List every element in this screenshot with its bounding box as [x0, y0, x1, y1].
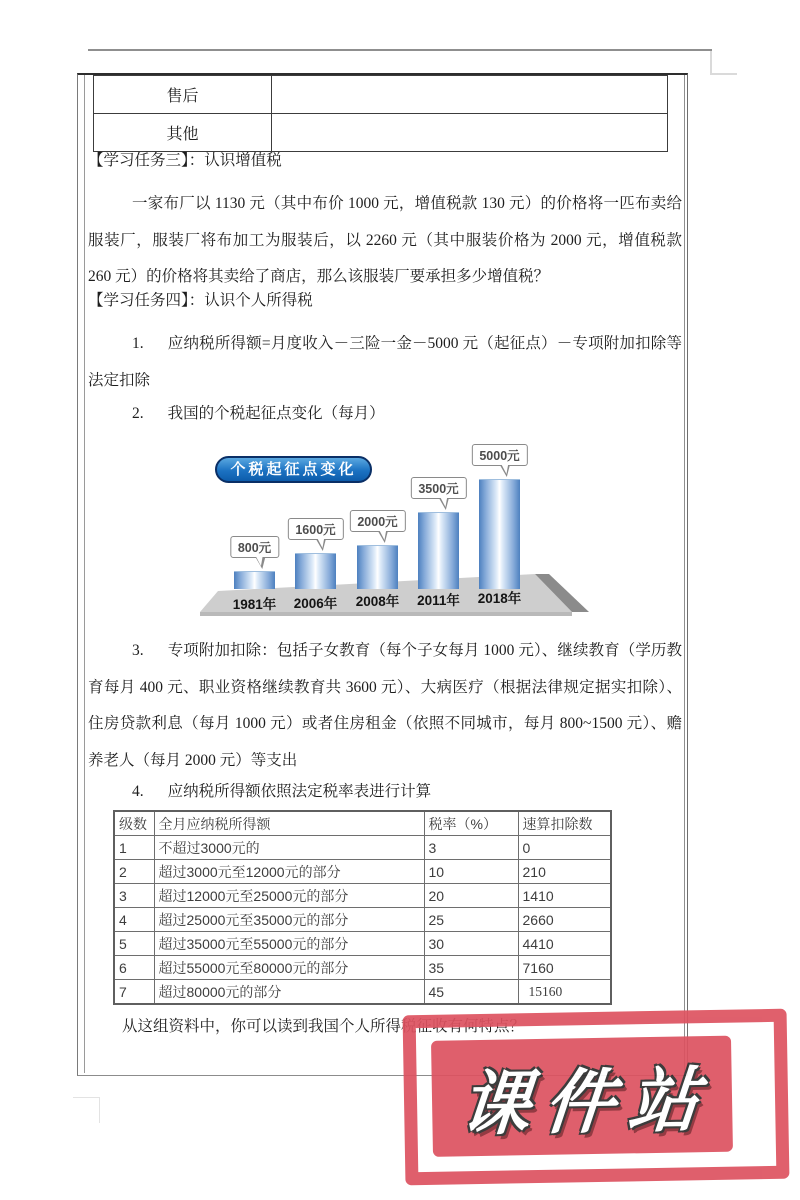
tax-table-cell: 2	[114, 860, 154, 884]
task4-item-1	[88, 326, 682, 399]
stamp-core	[431, 1036, 733, 1157]
tax-table-cell: 35	[424, 956, 518, 980]
item-text: 应纳税所得额=月度收入－三险一金－5000 元（起征点）－专项附加扣除等法定扣除	[88, 335, 682, 389]
tax-table-cell: 不超过3000元的	[154, 836, 424, 860]
page-corner-notch-horizontal	[710, 73, 737, 75]
tax-table-cell: 45	[424, 980, 518, 1005]
next-page-corner-vertical	[99, 1097, 100, 1123]
task4-heading: 【学习任务四】：认识个人所得税	[88, 292, 313, 309]
chart-category-label: 2008年	[355, 594, 400, 609]
tax-table-cell: 7160	[518, 956, 611, 980]
item-text: 应纳税所得额依照法定税率表进行计算	[167, 783, 432, 800]
tax-table-header-cell: 全月应纳税所得额	[154, 811, 424, 836]
tax-threshold-chart	[200, 443, 592, 623]
chart-category-label: 1981年	[232, 597, 277, 612]
table-row	[94, 114, 668, 152]
row-value-other	[272, 114, 668, 152]
page-top-rule	[88, 49, 712, 51]
tax-table-row	[114, 932, 611, 956]
tax-table-cell: 5	[114, 932, 154, 956]
tax-table-cell: 3	[114, 884, 154, 908]
task4-item-2	[88, 396, 682, 433]
chart-value-bubble: 5000元	[471, 444, 527, 466]
tax-rate-table	[113, 810, 612, 1005]
tax-table-cell: 超过55000元至80000元的部分	[154, 956, 424, 980]
watermark-stamp	[403, 1009, 790, 1186]
task3-paragraph: 一家布厂以 1130 元（其中布价 1000 元，增值税款 130 元）的价格将一匹布卖给服装厂，服装厂将布加工为服装后，以 2260 元（其中服装价格为 2000 元，增值税款 260 元）的价格将其卖给了商店，那么该服装厂要承担多少增值税？	[88, 195, 682, 286]
stamp-text: 课件站	[457, 1060, 716, 1143]
tax-table-header-cell: 速算扣除数	[518, 811, 611, 836]
tax-table-row	[114, 860, 611, 884]
row-value-aftersale	[272, 76, 668, 114]
content-border-inner-left	[84, 75, 85, 1073]
tax-table-cell: 2660	[518, 908, 611, 932]
item-number: 1.	[132, 335, 144, 352]
row-label-other: 其他	[94, 114, 272, 152]
chart-bar-2006年	[295, 553, 336, 589]
table-row	[94, 76, 668, 114]
tax-table-cell: 0	[518, 836, 611, 860]
chart-bar-2018年	[479, 479, 520, 589]
task4-item-3	[88, 633, 682, 779]
chart-title-pill: 个税起征点变化	[215, 456, 372, 483]
item-number: 3.	[132, 642, 144, 659]
tax-table-row	[114, 908, 611, 932]
chart-category-label: 2011年	[417, 592, 460, 608]
chart-category-label: 2006年	[293, 595, 338, 611]
tax-table-header-cell: 级数	[114, 811, 154, 836]
chart-category-label: 2018年	[477, 591, 522, 606]
tax-table-cell: 超过12000元至25000元的部分	[154, 884, 424, 908]
tax-table-cell: 超过80000元的部分	[154, 980, 424, 1005]
tax-table-cell: 超过35000元至55000元的部分	[154, 932, 424, 956]
tax-table-cell: 6	[114, 956, 154, 980]
content-border-inner-right	[684, 75, 685, 1073]
chart-value-bubble: 3500元	[410, 477, 466, 499]
task3-heading: 【学习任务三】：认识增值税	[88, 152, 282, 169]
tax-table-cell: 3	[424, 836, 518, 860]
item-text: 我国的个税起征点变化（每月）	[167, 405, 385, 422]
chart-value-bubble: 2000元	[349, 510, 405, 532]
item-text: 专项附加扣除：包括子女教育（每个子女每月 1000 元）、继续教育（学历教育每月 400 元、职业资格继续教育共 3600 元）、大病医疗（根据法律规定据实扣除）、住房贷款利息（每月 1000 元）或者住房租金（依照不同城市，每月 800~1500 元）、赡养老人（每月 2000 元）等支出	[88, 642, 682, 769]
tax-table-cell: 15160	[518, 980, 611, 1005]
chart-bar-1981年	[234, 571, 275, 589]
row-label-aftersale: 售后	[94, 76, 272, 114]
chart-bar-2008年	[357, 545, 398, 589]
tax-table-cell: 1410	[518, 884, 611, 908]
tax-table-row	[114, 980, 611, 1005]
chart-value-bubble: 1600元	[287, 518, 343, 540]
tax-table-cell: 超过3000元至12000元的部分	[154, 860, 424, 884]
item-number: 4.	[132, 783, 144, 800]
tax-table-cell: 1	[114, 836, 154, 860]
task4-item-4	[88, 774, 682, 811]
tax-table-row	[114, 836, 611, 860]
closing-question: 从这组资料中，你可以读到我国个人所得税征收有何特点？	[122, 1018, 526, 1035]
chart-bar-2011年	[418, 512, 459, 589]
tax-table-cell: 25	[424, 908, 518, 932]
chart-value-bubble: 800元	[230, 536, 279, 558]
tax-table-cell: 210	[518, 860, 611, 884]
after-sale-table	[93, 75, 668, 152]
page-corner-notch-vertical	[710, 51, 712, 74]
tax-table-cell: 20	[424, 884, 518, 908]
tax-table-cell: 30	[424, 932, 518, 956]
tax-table-cell: 10	[424, 860, 518, 884]
tax-rate-table-header	[114, 811, 611, 836]
tax-table-header-cell: 税率（%）	[424, 811, 518, 836]
tax-rate-table-body	[114, 836, 611, 1005]
tax-table-cell: 7	[114, 980, 154, 1005]
tax-table-cell: 超过25000元至35000元的部分	[154, 908, 424, 932]
next-page-corner-horizontal	[73, 1097, 100, 1098]
tax-table-row	[114, 884, 611, 908]
tax-table-row	[114, 956, 611, 980]
tax-table-cell: 4	[114, 908, 154, 932]
tax-table-cell: 4410	[518, 932, 611, 956]
item-number: 2.	[132, 405, 144, 422]
